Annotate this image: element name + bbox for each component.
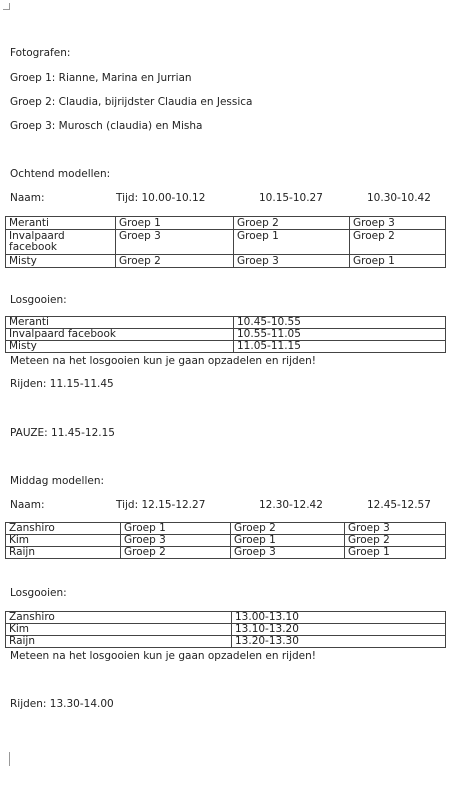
ochtend-header-slot2: 10.15-10.27 bbox=[259, 192, 323, 204]
ochtend-note: Meteen na het losgooien kun je gaan opzadelen en rijden! bbox=[10, 355, 317, 367]
ochtend-rijden: Rijden: 11.15-11.45 bbox=[10, 378, 114, 390]
table-row bbox=[6, 341, 446, 353]
model-name: Meranti bbox=[6, 317, 234, 329]
table-row bbox=[6, 217, 446, 230]
slot-cell: Groep 1 bbox=[231, 535, 345, 547]
time-cell: 13.00-13.10 bbox=[232, 612, 446, 624]
slot-cell: Groep 2 bbox=[231, 523, 345, 535]
ochtend-header-naam: Naam: bbox=[10, 192, 45, 204]
middag-header-naam: Naam: bbox=[10, 499, 45, 511]
slot-cell: Groep 3 bbox=[350, 217, 446, 230]
page-corner-mark-bottom bbox=[3, 752, 10, 766]
middag-header-slot1: Tijd: 12.15-12.27 bbox=[116, 499, 206, 511]
slot-cell: Groep 3 bbox=[121, 535, 231, 547]
time-cell: 10.55-11.05 bbox=[234, 329, 446, 341]
time-cell: 10.45-10.55 bbox=[234, 317, 446, 329]
fotografen-group-1: Groep 1: Rianne, Marina en Jurrian bbox=[10, 72, 192, 84]
model-name: Kim bbox=[6, 624, 232, 636]
fotografen-group-2: Groep 2: Claudia, bijrijdster Claudia en Jessica bbox=[10, 96, 253, 108]
ochtend-schedule-table bbox=[5, 216, 446, 268]
model-name: Invalpaard facebook bbox=[6, 329, 234, 341]
slot-cell: Groep 3 bbox=[231, 547, 345, 559]
table-row bbox=[6, 230, 446, 255]
slot-cell: Groep 3 bbox=[116, 230, 234, 255]
table-row bbox=[6, 612, 446, 624]
slot-cell: Groep 1 bbox=[116, 217, 234, 230]
slot-cell: Groep 2 bbox=[345, 535, 446, 547]
middag-header-slot2: 12.30-12.42 bbox=[259, 499, 323, 511]
slot-cell: Groep 2 bbox=[234, 217, 350, 230]
ochtend-losgooien-table bbox=[5, 316, 446, 353]
slot-cell: Groep 1 bbox=[350, 255, 446, 268]
slot-cell: Groep 1 bbox=[234, 230, 350, 255]
model-name: Raijn bbox=[6, 636, 232, 648]
slot-cell: Groep 3 bbox=[234, 255, 350, 268]
model-name: Misty bbox=[6, 255, 116, 268]
model-name: Invalpaard facebook bbox=[6, 230, 116, 255]
fotografen-group-3: Groep 3: Murosch (claudia) en Misha bbox=[10, 120, 203, 132]
model-name: Kim bbox=[6, 535, 121, 547]
middag-note: Meteen na het losgooien kun je gaan opzadelen en rijden! bbox=[10, 650, 317, 662]
middag-losgooien-title: Losgooien: bbox=[10, 587, 67, 599]
model-name: Misty bbox=[6, 341, 234, 353]
table-row bbox=[6, 317, 446, 329]
table-row bbox=[6, 255, 446, 268]
middag-title: Middag modellen: bbox=[10, 475, 105, 487]
ochtend-header-slot1: Tijd: 10.00-10.12 bbox=[116, 192, 206, 204]
model-name: Raijn bbox=[6, 547, 121, 559]
slot-cell: Groep 1 bbox=[345, 547, 446, 559]
table-row bbox=[6, 547, 446, 559]
time-cell: 13.10-13.20 bbox=[232, 624, 446, 636]
middag-schedule-table bbox=[5, 522, 446, 559]
slot-cell: Groep 1 bbox=[121, 523, 231, 535]
ochtend-header-slot3: 10.30-10.42 bbox=[367, 192, 431, 204]
pauze-text: PAUZE: 11.45-12.15 bbox=[10, 427, 115, 439]
table-row bbox=[6, 523, 446, 535]
slot-cell: Groep 2 bbox=[350, 230, 446, 255]
table-row bbox=[6, 329, 446, 341]
model-name: Zanshiro bbox=[6, 612, 232, 624]
table-row bbox=[6, 535, 446, 547]
model-name: Zanshiro bbox=[6, 523, 121, 535]
time-cell: 11.05-11.15 bbox=[234, 341, 446, 353]
slot-cell: Groep 3 bbox=[345, 523, 446, 535]
table-row bbox=[6, 624, 446, 636]
slot-cell: Groep 2 bbox=[121, 547, 231, 559]
ochtend-losgooien-title: Losgooien: bbox=[10, 294, 67, 306]
model-name: Meranti bbox=[6, 217, 116, 230]
middag-header-slot3: 12.45-12.57 bbox=[367, 499, 431, 511]
time-cell: 13.20-13.30 bbox=[232, 636, 446, 648]
middag-rijden: Rijden: 13.30-14.00 bbox=[10, 698, 114, 710]
fotografen-title: Fotografen: bbox=[10, 47, 71, 59]
middag-losgooien-table bbox=[5, 611, 446, 648]
ochtend-title: Ochtend modellen: bbox=[10, 168, 111, 180]
table-row bbox=[6, 636, 446, 648]
page-corner-mark-top bbox=[3, 3, 10, 10]
slot-cell: Groep 2 bbox=[116, 255, 234, 268]
